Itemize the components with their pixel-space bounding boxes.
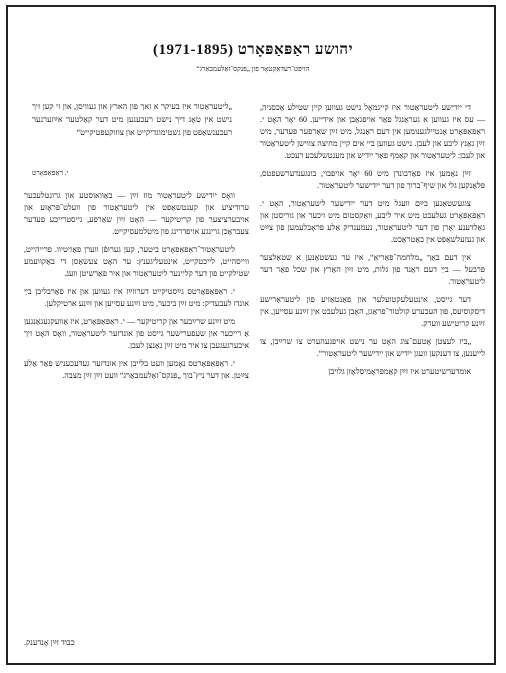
paragraph: דער גייסט, אינטעלעקטועלער און פאַנטאַזיע פון ליטעראַרישע דיסקוסיעס, פון העכערע קולטור־פראַגן, האָבן געלעבט אין זײַנע עסייען, אין זײַנע קריטישע ווערק. — [260, 295, 485, 328]
paragraph: „ביז לעצטן אָטעם־צוג האָט ער נישט אויפגעהערט צו שרײַבן, צו לייענען, צו דענקען וועגן ייִדיש און ייִדישער ליטעראַטור“. — [260, 337, 485, 358]
article-title: יהושע ראַפּאַפּאָרט (1971-1895) — [152, 42, 353, 58]
right-column — [260, 102, 485, 384]
article-subtitle: הויפּט־רעדאַקטאָר פון „פּנקס־זאַלעמבאַרג“ — [196, 65, 310, 73]
paragraph: די ייִדישע ליטעראַטור איז קיינמאָל נישט געווען קיין שטילע אַכסניה, — עס איז געווען א געראַנגל פאַר אויפגאַבן און אידייען. 60 יאָר האָט י. ראַפּאַפּאָרט אָנטיילגענומען אין דעם ראַנגל, מיט זײַן שאַרפער פעדער, מיט זײַן גאַנץ ליבע און לעבן. נישט געווען ביי אים קיין מחיצה צווישן ליטעראַטור און לעבן: ליטעראַטור און קאַמף פאַר ייִדיש און מענטשלעכע רעכט. — [260, 103, 485, 160]
epigraph-text: „ליטעראַטור איז בעיקר א זאך פון הארץ און געוויסן, און זי קען זיך נישט אין טאָג דיך נישט רעכענען מיט דער קאַלטער אײַזערנער רעכענשאַפט פון גשטימוגדיקייט און צוזוקעפּטיקייט“ — [32, 102, 232, 137]
document-page — [12, 12, 494, 661]
paragraph: צוגעשטאַנען בײַם וועגל מיט דער ייִדישער ליטעראַטור, האָט י. ראַפּאַפּאָרט געלעבט מיט איר ליבע, וואַקסטום מיט זיכער און גוריסטן און גאַלדענע יאָרן פון דער ליטעראַטור, נעמענדיק אַלע פּראָבלעמען פון צײַט און געזעלשאַפט אין באַטראַכט. — [260, 199, 485, 244]
epigraph-author: י. ראַפּאַפּאָרט — [32, 169, 69, 177]
closing-signature: כבוד זײַן אָנדענק. — [24, 638, 75, 647]
paragraph: י. ראַפּאַפּאָרטס נאָמען וועט בלייבן אין אונדזער געדעכעניש פאַר אַלע צײַטן. און דער ניץ־בוך „פּנקס־זאַלעמבאַרג“ וועט זײַן זײַן מצבה. — [24, 359, 249, 380]
paragraph: וואָס ייִדישע ליטעראַטור מוז זײַן — באַוואוסטע און גרונטלעכער ערודיציע און קענטשאַפט אין ליטעראַטור פון וועלט־פּראָזע און אויבערציצער פון קריטיקער — האָט זײַן שאַרפע, גייסטרייכע פעדער צעבראָכן גרינגע אויפדרינג פון מיטלמעסיקייט. — [24, 191, 249, 236]
paragraph: מיט זײַנע שרײַבער און קריטיקער — י. ראַפּאַפּאָרט, איז אַוועקגעגאַנגען אַ רייכער און שעפערישער גייסט פון אונדזער ליטעראַטור, וואָס האָט זיך איבערגעגעבן צו איר מיט זײַן גאַנצן לעבן. — [24, 317, 249, 350]
paragraph: אין דעם באַך „מלחמה־פּאַריאַ“, איז ער געשטאַנען א שטאַלצער פּרבעל — בײַ דעם ראַנד פון גלות, מיט זײַן האַרץ און שכל פאַר דער ליטעראַטור. — [260, 253, 485, 286]
epigraph — [32, 100, 232, 139]
paragraph: זײַן נאָמען איז פאַרבונדן מיט 60 יאָר אויפבוי, בונגענדערשעפטס, פּלאַנקען גלי און שיף־ברוך פון דער ייִדישער ליטעראַטור. — [260, 169, 485, 190]
paragraph: י. ראַפּאַפּאָרטס גײַסטיקייט דערווײַז איז געווען און איז פאַרבליבן בײַ אונדז לעבעדיק: מיט זײַן ביכער, מיט זײַנע עסייען און זײַנע ארטיקלען. — [24, 287, 249, 308]
left-column — [24, 190, 249, 388]
paragraph: ליטעראַטור־ראַפּאַפּאָרט ביטער, קען גערופֿן ווערן פאַזיטיוו. פרייהייט, ווייסהייט, לייכטקייט, אינטעליגענץ: ער האָט צעשאַסן די באַקוועמע שטילקייט פון דער קליינער ליטעראַטור און איר פאַרשיטן וועג. — [24, 245, 249, 278]
paragraph: אומדערשיטערט איז זײַן קאַמפּראָמיסלאָזן גלויבן — [328, 367, 471, 376]
